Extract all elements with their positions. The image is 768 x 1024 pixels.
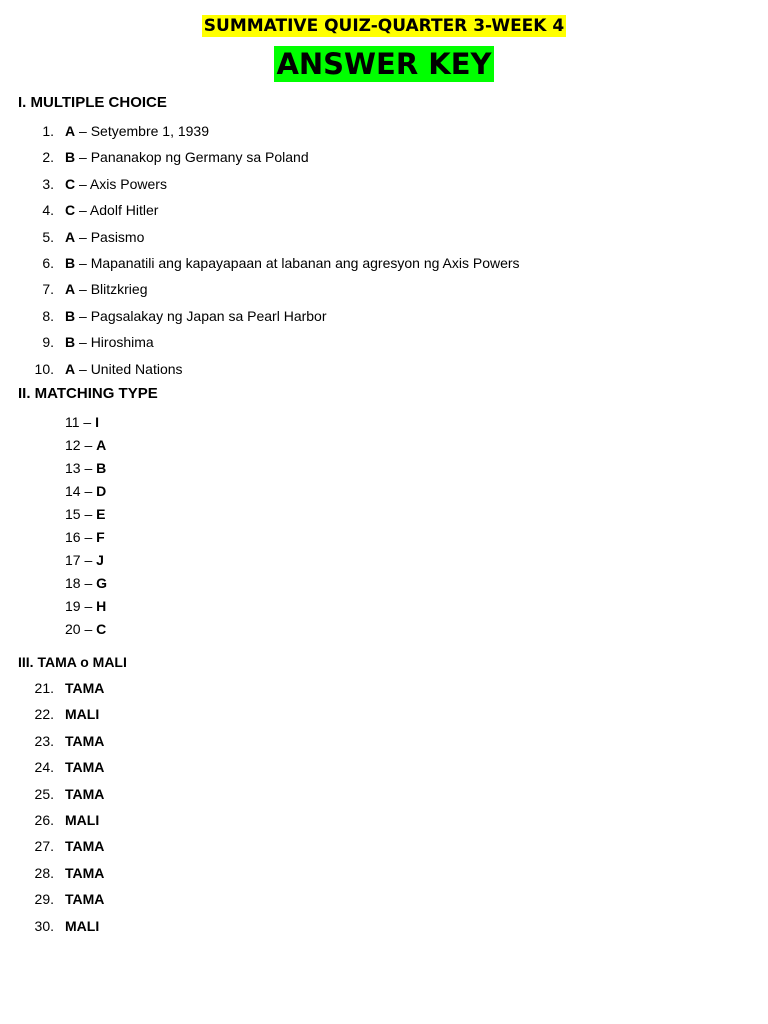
answer-letter: B [96,460,107,476]
answer-word: TAMA [65,759,105,776]
item-number: 26. [34,811,54,828]
answer-letter: A [65,123,76,139]
item-number: 9. [42,334,54,351]
answer-word: TAMA [65,680,105,696]
item-prefix: 18 – [65,575,97,591]
answer-text: – Hiroshima [75,334,154,351]
answer-word: TAMA [65,838,105,855]
item-number: 7. [42,281,54,298]
item-number: 5. [42,228,54,245]
answer-text: – Axis Powers [75,175,167,192]
answer-letter: G [96,575,108,591]
item-prefix: 17 – [65,552,97,568]
item-number: 28. [34,864,54,881]
section-heading-tama-o-mali: III. TAMA o MALI [18,654,127,670]
answer-text: – Mapanatili ang kapayapaan at labanan ang agresyon ng Axis Powers [75,254,520,271]
item-number: 3. [42,175,54,192]
answer-text: – Pananakop ng Germany sa Poland [75,149,309,166]
item-prefix: 20 – [65,621,97,637]
answer-text: – Setyembre 1, 1939 [75,123,209,139]
item-number: 2. [42,149,54,166]
item-number: 1. [42,123,54,139]
answer-letter: A [65,228,76,245]
item-number: 4. [42,202,54,219]
item-prefix: 15 – [65,506,97,522]
answer-letter: C [65,175,76,192]
answer-letter: A [65,281,76,298]
item-number: 25. [34,785,54,802]
title-wrap [0,15,768,37]
item-prefix: 14 – [65,483,97,499]
item-number: 23. [34,732,54,749]
item-number: 30. [34,917,54,934]
section-heading-matching-type: II. MATCHING TYPE [18,385,158,402]
item-number: 27. [34,838,54,855]
answer-word: TAMA [65,732,105,749]
document-title: SUMMATIVE QUIZ-QUARTER 3-WEEK 4 [203,16,565,36]
answer-letter: E [96,506,106,522]
answer-letter: A [65,360,76,377]
answer-letter: C [96,621,107,637]
answer-letter: J [96,552,104,568]
answer-letter: F [96,529,105,545]
answer-letter: B [65,307,76,324]
answer-text: – Pagsalakay ng Japan sa Pearl Harbor [75,307,327,324]
answer-word: TAMA [65,891,105,908]
item-number: 8. [42,307,54,324]
subtitle-wrap [0,46,768,82]
item-number: 29. [34,891,54,908]
section-heading-multiple-choice: I. MULTIPLE CHOICE [18,94,167,111]
answer-word: MALI [65,811,100,828]
item-number: 6. [42,254,54,271]
answer-word: TAMA [65,785,105,802]
item-prefix: 11 – [65,414,96,430]
answer-text: – Pasismo [75,228,145,245]
answer-key-heading: ANSWER KEY [276,47,492,81]
answer-word: MALI [65,917,100,934]
answer-letter: I [95,414,99,430]
answer-text: – Adolf Hitler [75,202,159,219]
item-prefix: 13 – [65,460,97,476]
answer-letter: B [65,334,76,351]
answer-letter: A [96,437,107,453]
item-number: 10. [34,360,54,377]
item-number: 22. [34,706,54,723]
answer-text: – Blitzkrieg [75,281,148,298]
answer-letter: C [65,202,76,219]
item-prefix: 16 – [65,529,97,545]
item-number: 24. [34,759,54,776]
answer-text: – United Nations [75,360,183,377]
answer-word: TAMA [65,864,105,881]
answer-word: MALI [65,706,100,723]
item-number: 21. [34,680,54,696]
item-prefix: 19 – [65,598,97,614]
answer-letter: B [65,254,76,271]
item-prefix: 12 – [65,437,97,453]
answer-letter: D [96,483,107,499]
answer-letter: H [96,598,107,614]
answer-letter: B [65,149,76,166]
